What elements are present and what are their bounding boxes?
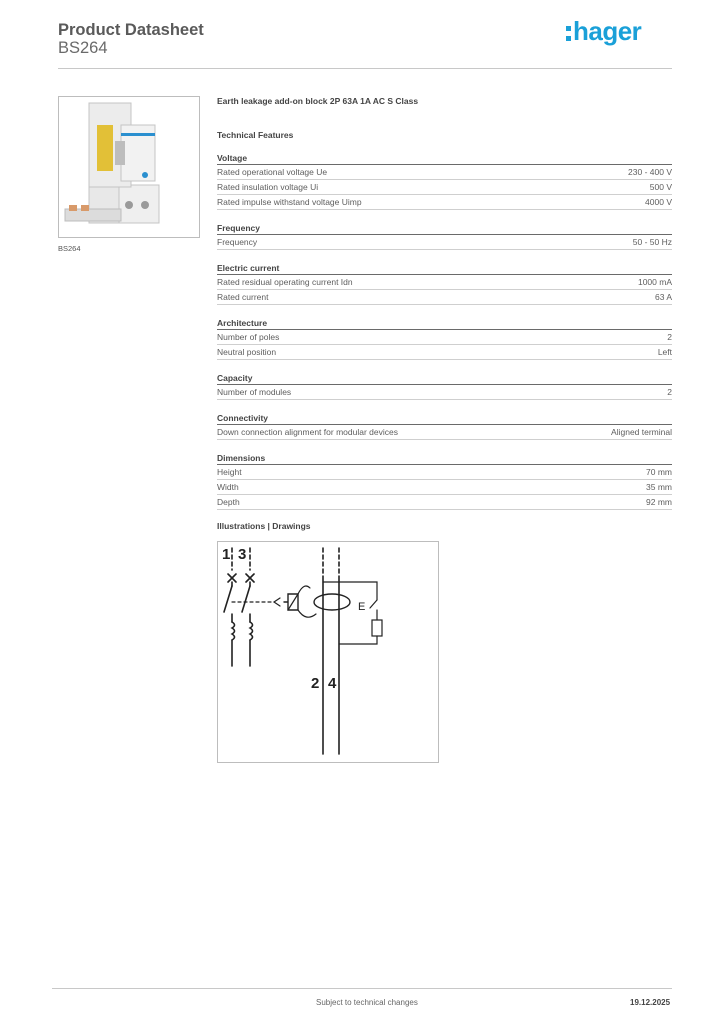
product-image — [58, 96, 200, 238]
spec-label: Rated impulse withstand voltage Uimp — [217, 197, 362, 207]
spec-label: Rated current — [217, 292, 269, 302]
spec-value: 500 V — [649, 182, 672, 192]
group-title: Architecture — [217, 315, 672, 330]
spec-label: Neutral position — [217, 347, 277, 357]
product-description: Earth leakage add-on block 2P 63A 1A AC S Class — [217, 96, 419, 106]
spec-row — [217, 495, 672, 510]
spec-group-frequency — [217, 220, 672, 250]
spec-group-dimensions — [217, 450, 672, 510]
spec-value: 35 mm — [646, 482, 672, 492]
terminal-label: 2 — [311, 675, 320, 692]
spec-value: 230 - 400 V — [628, 167, 672, 177]
spec-row — [217, 275, 672, 290]
spec-value: 63 A — [654, 292, 672, 302]
spec-label: Number of poles — [217, 332, 280, 342]
spec-row — [217, 385, 672, 400]
spec-value: Aligned terminal — [611, 427, 672, 437]
spec-value: 92 mm — [646, 497, 672, 507]
spec-label: Down connection alignment for modular devices — [217, 427, 398, 437]
product-image-caption: BS264 — [58, 244, 81, 253]
spec-label: Frequency — [217, 237, 258, 247]
spec-row — [217, 195, 672, 210]
technical-features-title: Technical Features — [217, 130, 294, 140]
footer-date: 19.12.2025 — [630, 998, 671, 1007]
spec-value: 2 — [667, 387, 672, 397]
terminal-label: 3 — [238, 546, 247, 563]
hager-logo — [566, 14, 641, 48]
spec-label: Number of modules — [217, 387, 292, 397]
logo-text: hager — [573, 15, 642, 46]
product-photo-icon — [59, 97, 199, 237]
spec-row — [217, 165, 672, 180]
group-title: Voltage — [217, 150, 672, 165]
spec-label: Depth — [217, 497, 240, 507]
spec-value: Left — [657, 347, 672, 357]
group-title: Capacity — [217, 370, 672, 385]
test-button-label: E — [358, 601, 366, 613]
spec-row — [217, 480, 672, 495]
spec-label: Rated residual operating current Idn — [217, 277, 353, 287]
spec-row — [217, 235, 672, 250]
technical-specs — [217, 150, 672, 520]
spec-value: 70 mm — [646, 467, 672, 477]
terminal-label: 4 — [328, 675, 337, 692]
spec-group-voltage — [217, 150, 672, 210]
spec-label: Rated insulation voltage Ui — [217, 182, 319, 192]
spec-label: Rated operational voltage Ue — [217, 167, 328, 177]
group-title: Frequency — [217, 220, 672, 235]
spec-group-architecture — [217, 315, 672, 360]
spec-value: 4000 V — [645, 197, 672, 207]
spec-group-electric-current — [217, 260, 672, 305]
spec-label: Height — [217, 467, 242, 477]
spec-row — [217, 425, 672, 440]
spec-row — [217, 180, 672, 195]
spec-value: 50 - 50 Hz — [632, 237, 672, 247]
product-reference: BS264 — [58, 39, 108, 57]
group-title: Electric current — [217, 260, 672, 275]
spec-group-capacity — [217, 370, 672, 400]
wiring-diagram-drawing — [218, 542, 438, 762]
group-title: Connectivity — [217, 410, 672, 425]
footer-divider — [52, 988, 672, 989]
spec-row — [217, 330, 672, 345]
spec-value: 2 — [667, 332, 672, 342]
spec-row — [217, 345, 672, 360]
document-title: Product Datasheet — [58, 21, 204, 39]
spec-group-connectivity — [217, 410, 672, 440]
spec-value: 1000 mA — [637, 277, 672, 287]
footer-note: Subject to technical changes — [316, 998, 418, 1007]
spec-label: Width — [217, 482, 239, 492]
spec-row — [217, 290, 672, 305]
logo-dots-icon — [566, 26, 571, 41]
illustrations-title: Illustrations | Drawings — [217, 521, 311, 531]
group-title: Dimensions — [217, 450, 672, 465]
wiring-diagram — [217, 541, 439, 763]
header-divider — [58, 68, 672, 69]
terminal-label: 1 — [222, 546, 231, 563]
spec-row — [217, 465, 672, 480]
